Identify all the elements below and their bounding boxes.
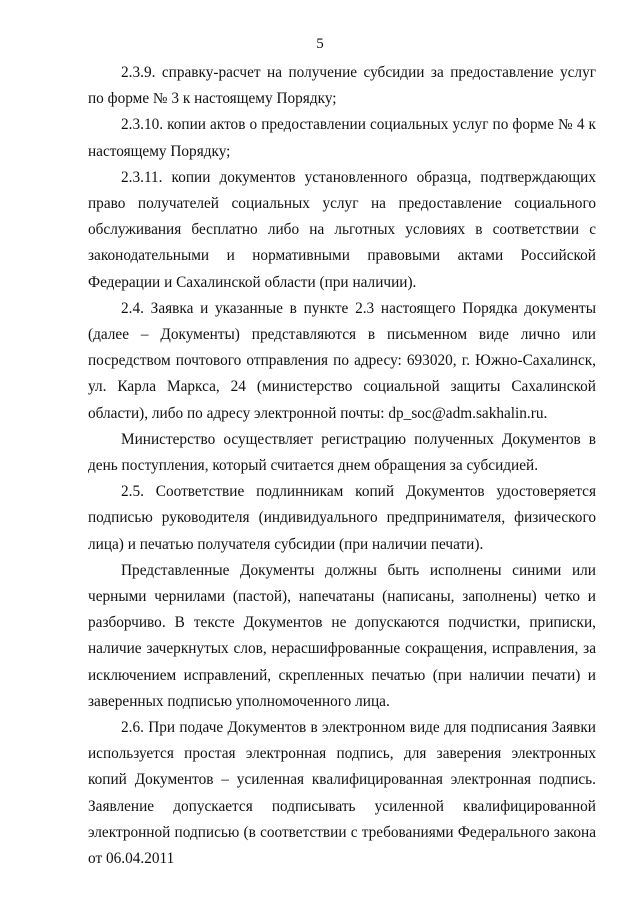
paragraph-2-4: 2.4. Заявка и указанные в пункте 2.3 настоящего Порядка документы (далее – Документы) представляются в письменном виде лично или посредством почтового отправления по адресу: 693020, г. Южно-Сахалинск, ул. Карла Маркса, 24 (министерство социальной защиты Сахалинской области), либо по адресу электронной почты: dp_soc@adm.sakhalin.ru.: [88, 299, 596, 422]
paragraph-2-5: 2.5. Соответствие подлинникам копий Документов удостоверяется подписью руководителя (индивидуального предпринимателя, физического лица) и печатью получателя субсидии (при наличии печати).: [88, 483, 596, 553]
document-body: [88, 60, 596, 872]
paragraph-2-6: 2.6. При подаче Документов в электронном виде для подписания Заявки используется простая электронная подпись, для заверения электронных копий Документов – усиленная квалифицированная электронная подпись. Заявление допускается подписывать усиленной квалифицированной электронной подписью (в соответствии с требованиями Федерального закона от 06.04.2011: [88, 719, 596, 868]
paragraph-registration: Министерство осуществляет регистрацию полученных Документов в день поступления, который считается днем обращения за субсидией.: [88, 430, 596, 475]
paragraph-2-3-10: 2.3.10. копии актов о предоставлении социальных услуг по форме № 4 к настоящему Порядку;: [88, 116, 596, 160]
page-number: 5: [316, 36, 324, 52]
paragraph-2-3-11: 2.3.11. копии документов установленного образца, подтверждающих право получателей социальных услуг на предоставление социального обслуживания бесплатно либо на льготных условиях в соответствии с законодательными и нормативными правовыми актами Российской Федерации и Сахалинской области (при наличии).: [88, 168, 596, 291]
paragraph-2-3-9: 2.3.9. справку-расчет на получение субсидии за предоставление услуг по форме № 3 к настоящему Порядку;: [88, 64, 596, 108]
paragraph-document-requirements: Представленные Документы должны быть исполнены синими или черными чернилами (пастой), напечатаны (написаны, заполнены) четко и разборчиво. В тексте Документов не допускаются подчистки, приписки, наличие зачеркнутых слов, нерасшифрованные сокращения, исправления, за исключением исправлений, скрепленных печатью (при наличии печати) и заверенных подписью уполномоченного лица.: [88, 561, 596, 710]
